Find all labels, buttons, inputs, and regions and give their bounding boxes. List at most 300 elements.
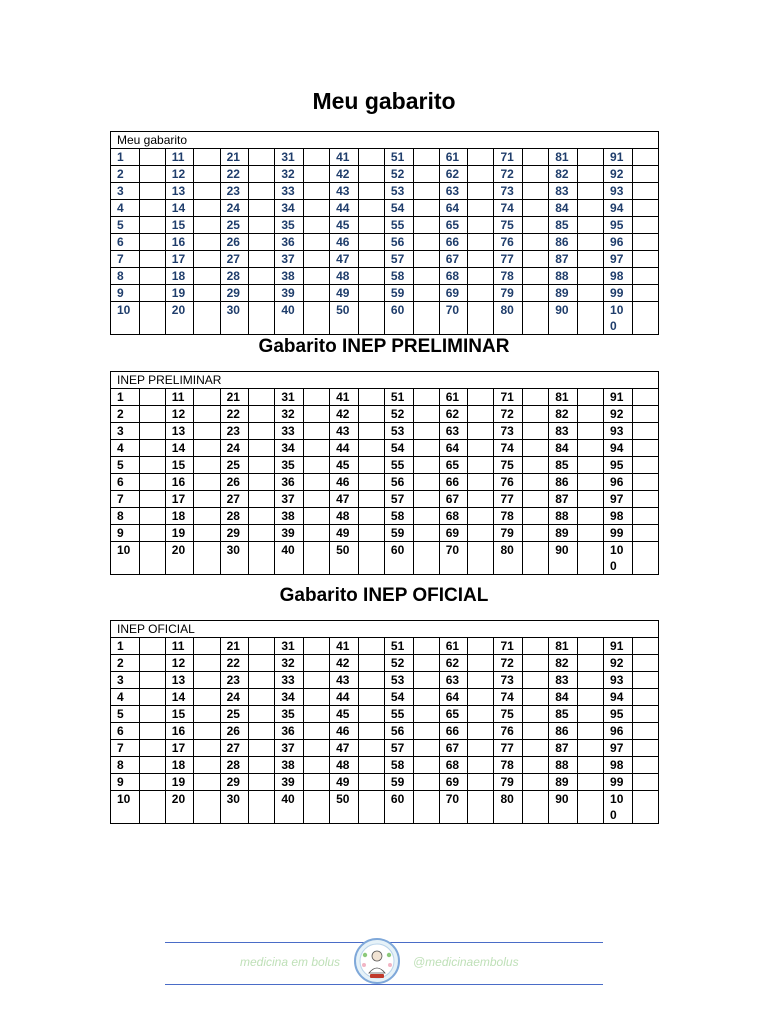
answer-cell[interactable] bbox=[303, 508, 329, 525]
answer-cell[interactable] bbox=[577, 723, 603, 740]
answer-cell[interactable] bbox=[303, 217, 329, 234]
answer-cell[interactable] bbox=[139, 474, 165, 491]
answer-cell[interactable] bbox=[249, 149, 275, 166]
answer-cell[interactable] bbox=[632, 457, 658, 474]
answer-cell[interactable] bbox=[413, 440, 439, 457]
answer-cell[interactable] bbox=[303, 706, 329, 723]
answer-cell[interactable] bbox=[139, 217, 165, 234]
answer-cell[interactable] bbox=[249, 723, 275, 740]
answer-cell[interactable] bbox=[632, 217, 658, 234]
answer-cell[interactable] bbox=[303, 655, 329, 672]
answer-cell[interactable] bbox=[139, 655, 165, 672]
answer-cell[interactable] bbox=[139, 234, 165, 251]
answer-cell[interactable] bbox=[413, 251, 439, 268]
answer-cell[interactable] bbox=[249, 740, 275, 757]
answer-cell[interactable] bbox=[249, 423, 275, 440]
answer-cell[interactable] bbox=[468, 689, 494, 706]
answer-cell[interactable] bbox=[139, 423, 165, 440]
answer-cell[interactable] bbox=[303, 268, 329, 285]
answer-cell[interactable] bbox=[523, 423, 549, 440]
answer-cell[interactable] bbox=[468, 508, 494, 525]
answer-cell[interactable] bbox=[577, 285, 603, 302]
answer-cell[interactable] bbox=[194, 285, 220, 302]
answer-cell[interactable] bbox=[413, 638, 439, 655]
answer-cell[interactable] bbox=[358, 149, 384, 166]
answer-cell[interactable] bbox=[413, 406, 439, 423]
answer-cell[interactable] bbox=[194, 689, 220, 706]
answer-cell[interactable] bbox=[249, 655, 275, 672]
answer-cell[interactable] bbox=[139, 406, 165, 423]
answer-cell[interactable] bbox=[249, 457, 275, 474]
answer-cell[interactable] bbox=[413, 689, 439, 706]
answer-cell[interactable] bbox=[413, 655, 439, 672]
answer-cell[interactable] bbox=[577, 423, 603, 440]
answer-cell[interactable] bbox=[413, 285, 439, 302]
answer-cell[interactable] bbox=[358, 251, 384, 268]
answer-cell[interactable] bbox=[358, 457, 384, 474]
answer-cell[interactable] bbox=[303, 757, 329, 774]
answer-cell[interactable] bbox=[358, 285, 384, 302]
answer-cell[interactable] bbox=[413, 149, 439, 166]
answer-cell[interactable] bbox=[303, 149, 329, 166]
answer-cell[interactable] bbox=[577, 672, 603, 689]
answer-cell[interactable] bbox=[358, 672, 384, 689]
answer-cell[interactable] bbox=[139, 166, 165, 183]
answer-cell[interactable] bbox=[632, 183, 658, 200]
answer-cell[interactable] bbox=[139, 183, 165, 200]
answer-cell[interactable] bbox=[577, 774, 603, 791]
answer-cell[interactable] bbox=[249, 406, 275, 423]
answer-cell[interactable] bbox=[523, 757, 549, 774]
answer-cell[interactable] bbox=[577, 302, 603, 335]
answer-cell[interactable] bbox=[413, 217, 439, 234]
answer-cell[interactable] bbox=[303, 183, 329, 200]
answer-cell[interactable] bbox=[632, 757, 658, 774]
answer-cell[interactable] bbox=[194, 251, 220, 268]
answer-cell[interactable] bbox=[523, 234, 549, 251]
answer-cell[interactable] bbox=[194, 774, 220, 791]
answer-cell[interactable] bbox=[194, 268, 220, 285]
answer-cell[interactable] bbox=[249, 672, 275, 689]
answer-cell[interactable] bbox=[139, 149, 165, 166]
answer-cell[interactable] bbox=[139, 268, 165, 285]
answer-cell[interactable] bbox=[632, 508, 658, 525]
answer-cell[interactable] bbox=[139, 440, 165, 457]
answer-cell[interactable] bbox=[413, 200, 439, 217]
answer-cell[interactable] bbox=[413, 423, 439, 440]
answer-cell[interactable] bbox=[249, 491, 275, 508]
answer-cell[interactable] bbox=[523, 638, 549, 655]
answer-cell[interactable] bbox=[194, 217, 220, 234]
answer-cell[interactable] bbox=[249, 302, 275, 335]
answer-cell[interactable] bbox=[632, 655, 658, 672]
answer-cell[interactable] bbox=[194, 508, 220, 525]
answer-cell[interactable] bbox=[194, 149, 220, 166]
answer-cell[interactable] bbox=[249, 706, 275, 723]
answer-cell[interactable] bbox=[632, 706, 658, 723]
answer-cell[interactable] bbox=[358, 655, 384, 672]
answer-cell[interactable] bbox=[249, 285, 275, 302]
answer-cell[interactable] bbox=[303, 389, 329, 406]
answer-cell[interactable] bbox=[523, 440, 549, 457]
answer-cell[interactable] bbox=[468, 491, 494, 508]
answer-cell[interactable] bbox=[358, 740, 384, 757]
answer-cell[interactable] bbox=[249, 508, 275, 525]
answer-cell[interactable] bbox=[358, 638, 384, 655]
answer-cell[interactable] bbox=[577, 440, 603, 457]
answer-cell[interactable] bbox=[577, 406, 603, 423]
answer-cell[interactable] bbox=[139, 791, 165, 824]
answer-cell[interactable] bbox=[523, 200, 549, 217]
answer-cell[interactable] bbox=[303, 406, 329, 423]
answer-cell[interactable] bbox=[413, 542, 439, 575]
answer-cell[interactable] bbox=[303, 525, 329, 542]
answer-cell[interactable] bbox=[358, 474, 384, 491]
answer-cell[interactable] bbox=[632, 406, 658, 423]
answer-cell[interactable] bbox=[303, 740, 329, 757]
answer-cell[interactable] bbox=[468, 740, 494, 757]
answer-cell[interactable] bbox=[303, 474, 329, 491]
answer-cell[interactable] bbox=[249, 217, 275, 234]
answer-cell[interactable] bbox=[468, 774, 494, 791]
answer-cell[interactable] bbox=[523, 217, 549, 234]
answer-cell[interactable] bbox=[632, 234, 658, 251]
answer-cell[interactable] bbox=[577, 689, 603, 706]
answer-cell[interactable] bbox=[577, 234, 603, 251]
answer-cell[interactable] bbox=[303, 251, 329, 268]
answer-cell[interactable] bbox=[303, 542, 329, 575]
answer-cell[interactable] bbox=[194, 200, 220, 217]
answer-cell[interactable] bbox=[194, 723, 220, 740]
answer-cell[interactable] bbox=[523, 406, 549, 423]
answer-cell[interactable] bbox=[632, 723, 658, 740]
answer-cell[interactable] bbox=[577, 183, 603, 200]
answer-cell[interactable] bbox=[632, 285, 658, 302]
answer-cell[interactable] bbox=[249, 440, 275, 457]
answer-cell[interactable] bbox=[468, 285, 494, 302]
answer-cell[interactable] bbox=[139, 251, 165, 268]
answer-cell[interactable] bbox=[303, 689, 329, 706]
answer-cell[interactable] bbox=[468, 638, 494, 655]
answer-cell[interactable] bbox=[523, 689, 549, 706]
answer-cell[interactable] bbox=[139, 525, 165, 542]
answer-cell[interactable] bbox=[358, 268, 384, 285]
answer-cell[interactable] bbox=[632, 774, 658, 791]
answer-cell[interactable] bbox=[139, 542, 165, 575]
answer-cell[interactable] bbox=[303, 234, 329, 251]
answer-cell[interactable] bbox=[139, 757, 165, 774]
answer-cell[interactable] bbox=[358, 757, 384, 774]
answer-cell[interactable] bbox=[632, 440, 658, 457]
answer-cell[interactable] bbox=[468, 423, 494, 440]
answer-cell[interactable] bbox=[249, 251, 275, 268]
answer-cell[interactable] bbox=[632, 672, 658, 689]
answer-cell[interactable] bbox=[194, 166, 220, 183]
answer-cell[interactable] bbox=[139, 508, 165, 525]
answer-cell[interactable] bbox=[523, 525, 549, 542]
answer-cell[interactable] bbox=[632, 200, 658, 217]
answer-cell[interactable] bbox=[632, 149, 658, 166]
answer-cell[interactable] bbox=[139, 285, 165, 302]
answer-cell[interactable] bbox=[358, 791, 384, 824]
answer-cell[interactable] bbox=[577, 655, 603, 672]
answer-cell[interactable] bbox=[249, 757, 275, 774]
answer-cell[interactable] bbox=[468, 672, 494, 689]
answer-cell[interactable] bbox=[577, 268, 603, 285]
answer-cell[interactable] bbox=[577, 740, 603, 757]
answer-cell[interactable] bbox=[632, 251, 658, 268]
answer-cell[interactable] bbox=[468, 251, 494, 268]
answer-cell[interactable] bbox=[523, 508, 549, 525]
answer-cell[interactable] bbox=[523, 166, 549, 183]
answer-cell[interactable] bbox=[303, 791, 329, 824]
answer-cell[interactable] bbox=[249, 268, 275, 285]
answer-cell[interactable] bbox=[413, 183, 439, 200]
answer-cell[interactable] bbox=[194, 406, 220, 423]
answer-cell[interactable] bbox=[413, 268, 439, 285]
answer-cell[interactable] bbox=[249, 542, 275, 575]
answer-cell[interactable] bbox=[413, 234, 439, 251]
answer-cell[interactable] bbox=[139, 774, 165, 791]
answer-cell[interactable] bbox=[468, 525, 494, 542]
answer-cell[interactable] bbox=[413, 706, 439, 723]
answer-cell[interactable] bbox=[468, 757, 494, 774]
answer-cell[interactable] bbox=[468, 149, 494, 166]
answer-cell[interactable] bbox=[632, 791, 658, 824]
answer-cell[interactable] bbox=[523, 389, 549, 406]
answer-cell[interactable] bbox=[632, 740, 658, 757]
answer-cell[interactable] bbox=[577, 149, 603, 166]
answer-cell[interactable] bbox=[358, 542, 384, 575]
answer-cell[interactable] bbox=[194, 491, 220, 508]
answer-cell[interactable] bbox=[303, 166, 329, 183]
answer-cell[interactable] bbox=[358, 423, 384, 440]
answer-cell[interactable] bbox=[577, 757, 603, 774]
answer-cell[interactable] bbox=[523, 302, 549, 335]
answer-cell[interactable] bbox=[632, 474, 658, 491]
answer-cell[interactable] bbox=[139, 389, 165, 406]
answer-cell[interactable] bbox=[468, 440, 494, 457]
answer-cell[interactable] bbox=[413, 757, 439, 774]
answer-cell[interactable] bbox=[358, 389, 384, 406]
answer-cell[interactable] bbox=[577, 525, 603, 542]
answer-cell[interactable] bbox=[194, 655, 220, 672]
answer-cell[interactable] bbox=[577, 457, 603, 474]
answer-cell[interactable] bbox=[523, 774, 549, 791]
answer-cell[interactable] bbox=[413, 491, 439, 508]
answer-cell[interactable] bbox=[523, 491, 549, 508]
answer-cell[interactable] bbox=[194, 757, 220, 774]
answer-cell[interactable] bbox=[194, 234, 220, 251]
answer-cell[interactable] bbox=[194, 706, 220, 723]
answer-cell[interactable] bbox=[577, 217, 603, 234]
answer-cell[interactable] bbox=[577, 638, 603, 655]
answer-cell[interactable] bbox=[413, 508, 439, 525]
answer-cell[interactable] bbox=[577, 389, 603, 406]
answer-cell[interactable] bbox=[523, 474, 549, 491]
answer-cell[interactable] bbox=[194, 457, 220, 474]
answer-cell[interactable] bbox=[194, 542, 220, 575]
answer-cell[interactable] bbox=[358, 234, 384, 251]
answer-cell[interactable] bbox=[632, 389, 658, 406]
answer-cell[interactable] bbox=[632, 268, 658, 285]
answer-cell[interactable] bbox=[194, 740, 220, 757]
answer-cell[interactable] bbox=[358, 440, 384, 457]
answer-cell[interactable] bbox=[194, 474, 220, 491]
answer-cell[interactable] bbox=[468, 474, 494, 491]
answer-cell[interactable] bbox=[358, 302, 384, 335]
answer-cell[interactable] bbox=[194, 423, 220, 440]
answer-cell[interactable] bbox=[358, 706, 384, 723]
answer-cell[interactable] bbox=[358, 491, 384, 508]
answer-cell[interactable] bbox=[632, 638, 658, 655]
answer-cell[interactable] bbox=[632, 542, 658, 575]
answer-cell[interactable] bbox=[303, 200, 329, 217]
answer-cell[interactable] bbox=[194, 183, 220, 200]
answer-cell[interactable] bbox=[413, 774, 439, 791]
answer-cell[interactable] bbox=[303, 723, 329, 740]
answer-cell[interactable] bbox=[468, 457, 494, 474]
answer-cell[interactable] bbox=[413, 302, 439, 335]
answer-cell[interactable] bbox=[249, 525, 275, 542]
answer-cell[interactable] bbox=[249, 183, 275, 200]
answer-cell[interactable] bbox=[303, 285, 329, 302]
answer-cell[interactable] bbox=[194, 525, 220, 542]
answer-cell[interactable] bbox=[523, 149, 549, 166]
answer-cell[interactable] bbox=[468, 217, 494, 234]
answer-cell[interactable] bbox=[358, 508, 384, 525]
answer-cell[interactable] bbox=[523, 791, 549, 824]
answer-cell[interactable] bbox=[249, 774, 275, 791]
answer-cell[interactable] bbox=[632, 302, 658, 335]
answer-cell[interactable] bbox=[358, 217, 384, 234]
answer-cell[interactable] bbox=[303, 638, 329, 655]
answer-cell[interactable] bbox=[413, 672, 439, 689]
answer-cell[interactable] bbox=[413, 791, 439, 824]
answer-cell[interactable] bbox=[632, 525, 658, 542]
answer-cell[interactable] bbox=[632, 423, 658, 440]
answer-cell[interactable] bbox=[358, 723, 384, 740]
answer-cell[interactable] bbox=[303, 423, 329, 440]
answer-cell[interactable] bbox=[358, 200, 384, 217]
answer-cell[interactable] bbox=[577, 166, 603, 183]
answer-cell[interactable] bbox=[577, 200, 603, 217]
answer-cell[interactable] bbox=[139, 302, 165, 335]
answer-cell[interactable] bbox=[139, 689, 165, 706]
answer-cell[interactable] bbox=[303, 672, 329, 689]
answer-cell[interactable] bbox=[577, 706, 603, 723]
answer-cell[interactable] bbox=[413, 389, 439, 406]
answer-cell[interactable] bbox=[139, 491, 165, 508]
answer-cell[interactable] bbox=[358, 166, 384, 183]
answer-cell[interactable] bbox=[468, 183, 494, 200]
answer-cell[interactable] bbox=[468, 200, 494, 217]
answer-cell[interactable] bbox=[249, 791, 275, 824]
answer-cell[interactable] bbox=[303, 457, 329, 474]
answer-cell[interactable] bbox=[577, 491, 603, 508]
answer-cell[interactable] bbox=[577, 542, 603, 575]
answer-cell[interactable] bbox=[468, 542, 494, 575]
answer-cell[interactable] bbox=[413, 457, 439, 474]
answer-cell[interactable] bbox=[358, 525, 384, 542]
answer-cell[interactable] bbox=[139, 457, 165, 474]
answer-cell[interactable] bbox=[303, 774, 329, 791]
answer-cell[interactable] bbox=[523, 183, 549, 200]
answer-cell[interactable] bbox=[358, 183, 384, 200]
answer-cell[interactable] bbox=[413, 740, 439, 757]
answer-cell[interactable] bbox=[577, 251, 603, 268]
answer-cell[interactable] bbox=[249, 689, 275, 706]
answer-cell[interactable] bbox=[468, 706, 494, 723]
answer-cell[interactable] bbox=[303, 302, 329, 335]
answer-cell[interactable] bbox=[139, 723, 165, 740]
answer-cell[interactable] bbox=[139, 638, 165, 655]
answer-cell[interactable] bbox=[194, 302, 220, 335]
answer-cell[interactable] bbox=[249, 389, 275, 406]
answer-cell[interactable] bbox=[632, 491, 658, 508]
answer-cell[interactable] bbox=[468, 406, 494, 423]
answer-cell[interactable] bbox=[303, 440, 329, 457]
answer-cell[interactable] bbox=[139, 740, 165, 757]
answer-cell[interactable] bbox=[468, 791, 494, 824]
answer-cell[interactable] bbox=[468, 723, 494, 740]
answer-cell[interactable] bbox=[468, 389, 494, 406]
answer-cell[interactable] bbox=[468, 166, 494, 183]
answer-cell[interactable] bbox=[523, 723, 549, 740]
answer-cell[interactable] bbox=[577, 508, 603, 525]
answer-cell[interactable] bbox=[194, 440, 220, 457]
answer-cell[interactable] bbox=[303, 491, 329, 508]
answer-cell[interactable] bbox=[358, 774, 384, 791]
answer-cell[interactable] bbox=[523, 672, 549, 689]
answer-cell[interactable] bbox=[413, 525, 439, 542]
answer-cell[interactable] bbox=[194, 389, 220, 406]
answer-cell[interactable] bbox=[523, 268, 549, 285]
answer-cell[interactable] bbox=[249, 474, 275, 491]
answer-cell[interactable] bbox=[468, 268, 494, 285]
answer-cell[interactable] bbox=[249, 234, 275, 251]
answer-cell[interactable] bbox=[249, 166, 275, 183]
answer-cell[interactable] bbox=[468, 655, 494, 672]
answer-cell[interactable] bbox=[249, 638, 275, 655]
answer-cell[interactable] bbox=[523, 251, 549, 268]
answer-cell[interactable] bbox=[413, 474, 439, 491]
answer-cell[interactable] bbox=[523, 285, 549, 302]
answer-cell[interactable] bbox=[194, 672, 220, 689]
answer-cell[interactable] bbox=[632, 166, 658, 183]
answer-cell[interactable] bbox=[194, 791, 220, 824]
answer-cell[interactable] bbox=[523, 542, 549, 575]
answer-cell[interactable] bbox=[468, 302, 494, 335]
answer-cell[interactable] bbox=[194, 638, 220, 655]
answer-cell[interactable] bbox=[523, 740, 549, 757]
answer-cell[interactable] bbox=[139, 672, 165, 689]
answer-cell[interactable] bbox=[523, 655, 549, 672]
answer-cell[interactable] bbox=[523, 706, 549, 723]
answer-cell[interactable] bbox=[139, 200, 165, 217]
answer-cell[interactable] bbox=[413, 723, 439, 740]
answer-cell[interactable] bbox=[413, 166, 439, 183]
answer-cell[interactable] bbox=[468, 234, 494, 251]
answer-cell[interactable] bbox=[358, 406, 384, 423]
answer-cell[interactable] bbox=[577, 474, 603, 491]
answer-cell[interactable] bbox=[577, 791, 603, 824]
answer-cell[interactable] bbox=[139, 706, 165, 723]
answer-cell[interactable] bbox=[632, 689, 658, 706]
answer-cell[interactable] bbox=[249, 200, 275, 217]
answer-cell[interactable] bbox=[523, 457, 549, 474]
answer-cell[interactable] bbox=[358, 689, 384, 706]
